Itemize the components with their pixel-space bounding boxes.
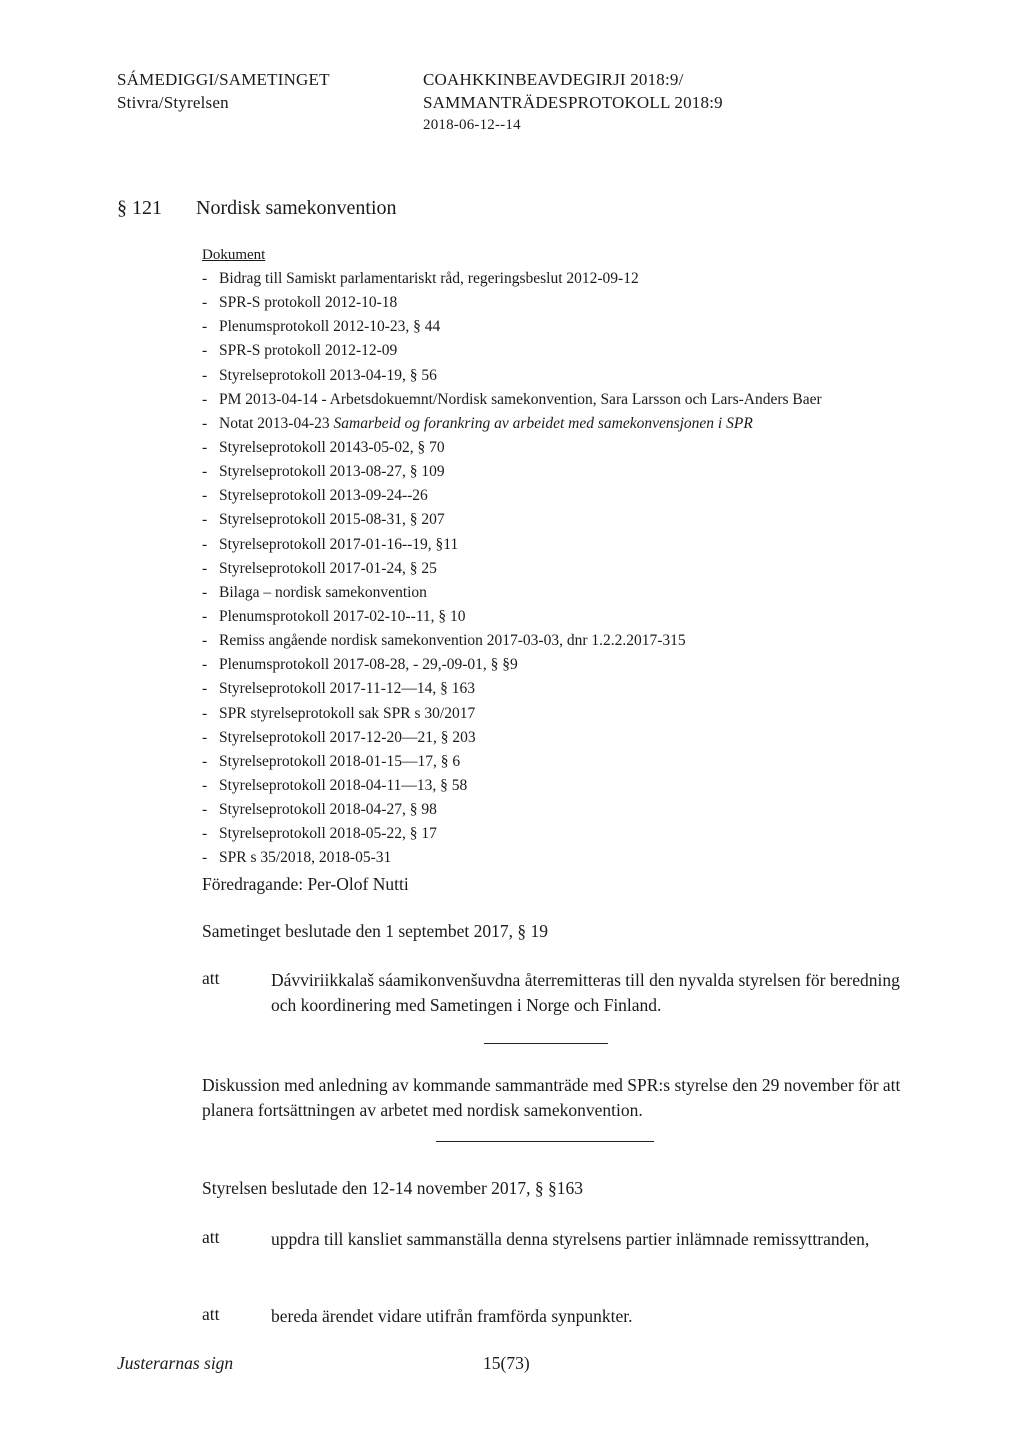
list-dash: - [202, 318, 208, 336]
list-dash: - [202, 438, 208, 456]
document-item [202, 726, 822, 750]
decision1-att: att [202, 968, 220, 988]
document-item [202, 533, 822, 557]
document-item-text: Styrelseprotokoll 2017-01-16--19, §11 [219, 535, 459, 553]
document-item [202, 846, 822, 870]
list-dash: - [202, 342, 208, 360]
document-item-text: Plenumsprotokoll 2017-02-10--11, § 10 [219, 607, 466, 625]
presenter-line: Föredragande: Per-Olof Nutti [202, 874, 409, 894]
org-name: SÁMEDIGGI/SAMETINGET [117, 70, 330, 89]
document-item [202, 605, 822, 629]
document-item-text: SPR styrelseprotokoll sak SPR s 30/2017 [219, 704, 476, 722]
document-item-text: PM 2013-04-14 - Arbetsdokuemnt/Nordisk samekonvention, Sara Larsson och Lars-Anders Baer [219, 390, 822, 408]
document-item [202, 581, 822, 605]
decision2-text1: uppdra till kansliet sammanställa denna styrelsens partier inlämnade remissyttranden, [271, 1229, 870, 1249]
divider [484, 1043, 608, 1044]
list-dash: - [202, 535, 208, 553]
document-item [202, 798, 822, 822]
document-item [202, 750, 822, 774]
document-item [202, 508, 822, 532]
document-item-text: Bidrag till Samiskt parlamentariskt råd, regeringsbeslut 2012-09-12 [219, 270, 639, 287]
document-item [202, 557, 822, 581]
list-dash: - [202, 294, 208, 312]
list-dash: - [202, 414, 208, 432]
list-dash: - [202, 704, 208, 722]
section-number: § 121 [117, 197, 162, 219]
document-item-text: Styrelseprotokoll 20143-05-02, § 70 [219, 438, 445, 456]
list-dash: - [202, 801, 208, 819]
document-item-text: Styrelseprotokoll 2017-11-12—14, § 163 [219, 680, 476, 698]
list-dash: - [202, 559, 208, 577]
document-item [202, 460, 822, 484]
decision1-heading: Sametinget beslutade den 1 septembet 2017, § 19 [202, 921, 549, 941]
list-dash: - [202, 487, 208, 505]
document-item [202, 291, 822, 315]
divider [436, 1141, 654, 1142]
document-item-text: SPR s 35/2018, 2018-05-31 [219, 849, 392, 867]
document-item-text: Styrelseprotokoll 2017-12-20—21, § 203 [219, 728, 476, 746]
document-item [202, 267, 822, 291]
document-item-text: Styrelseprotokoll 2018-01-15—17, § 6 [219, 752, 461, 770]
document-item [202, 653, 822, 677]
document-item [202, 315, 822, 339]
document-item [202, 774, 822, 798]
list-dash: - [202, 366, 208, 384]
list-dash: - [202, 849, 208, 867]
document-item [202, 364, 822, 388]
document-item-text: Styrelseprotokoll 2013-09-24--26 [219, 487, 428, 505]
list-dash: - [202, 680, 208, 698]
list-dash: - [202, 511, 208, 529]
list-dash: - [202, 825, 208, 843]
decision2-heading: Styrelsen beslutade den 12-14 november 2017, § §163 [202, 1178, 584, 1198]
list-dash: - [202, 632, 208, 650]
document-item-italic-title: Samarbeid og forankring av arbeidet med samekonvensjonen i SPR [333, 414, 753, 432]
list-dash: - [202, 390, 208, 408]
protocol-date: 2018-06-12--14 [423, 117, 521, 133]
document-item [202, 702, 822, 726]
decision2-text2: bereda ärendet vidare utifrån framförda synpunkter. [271, 1306, 633, 1326]
document-item-text: Plenumsprotokoll 2012-10-23, § 44 [219, 318, 441, 336]
list-dash: - [202, 656, 208, 674]
document-item [202, 629, 822, 653]
document-item-text: Styrelseprotokoll 2018-04-27, § 98 [219, 801, 437, 819]
list-dash: - [202, 270, 208, 287]
document-item [202, 412, 822, 436]
protocol-title-sami: COAHKKINBEAVDEGIRJI 2018:9/ [423, 70, 684, 89]
document-item [202, 677, 822, 701]
list-dash: - [202, 776, 208, 794]
document-item-text: Styrelseprotokoll 2018-04-11—13, § 58 [219, 776, 468, 794]
document-item-text: Remiss angående nordisk samekonvention 2017-03-03, dnr 1.2.2.2017-315 [219, 632, 686, 650]
list-dash: - [202, 728, 208, 746]
document-item [202, 484, 822, 508]
document-item-text: Styrelseprotokoll 2017-01-24, § 25 [219, 559, 437, 577]
page-number: 15(73) [483, 1353, 530, 1373]
document-item-text: Notat 2013-04-23 [219, 414, 334, 432]
document-item-text: Plenumsprotokoll 2017-08-28, - 29,-09-01, § §9 [219, 656, 518, 674]
documents-label: Dokument [202, 247, 266, 263]
document-item [202, 388, 822, 412]
document-item [202, 436, 822, 460]
document-item-text: SPR-S protokoll 2012-12-09 [219, 342, 398, 360]
org-department: Stivra/Styrelsen [117, 93, 229, 112]
document-item-text: Styrelseprotokoll 2015-08-31, § 207 [219, 511, 445, 529]
signature-label: Justerarnas sign [117, 1353, 234, 1373]
document-item-text: Bilaga – nordisk samekonvention [219, 583, 427, 601]
discussion-text: Diskussion med anledning av kommande sammanträde med SPR:s styrelse den 29 november för att planera fortsättningen av arbetet med nordisk samekonvention. [202, 1075, 901, 1120]
document-item [202, 822, 822, 846]
list-dash: - [202, 463, 208, 481]
document-item-text: SPR-S protokoll 2012-10-18 [219, 294, 398, 312]
section-title: Nordisk samekonvention [196, 197, 397, 219]
decision2-att2: att [202, 1304, 220, 1324]
list-dash: - [202, 752, 208, 770]
documents-list [202, 267, 822, 871]
document-item [202, 339, 822, 363]
protocol-title-swedish: SAMMANTRÄDESPROTOKOLL 2018:9 [423, 93, 723, 112]
decision1-text: Dávviriikkalaš sáamikonvenšuvdna återremitteras till den nyvalda styrelsen för beredning och koordinering med Sametingen i Norge och Finland. [271, 970, 900, 1015]
document-item-text: Styrelseprotokoll 2013-04-19, § 56 [219, 366, 437, 384]
document-item-text: Styrelseprotokoll 2013-08-27, § 109 [219, 463, 445, 481]
list-dash: - [202, 607, 208, 625]
list-dash: - [202, 583, 208, 601]
document-item-text: Styrelseprotokoll 2018-05-22, § 17 [219, 825, 437, 843]
decision2-att1: att [202, 1227, 220, 1247]
